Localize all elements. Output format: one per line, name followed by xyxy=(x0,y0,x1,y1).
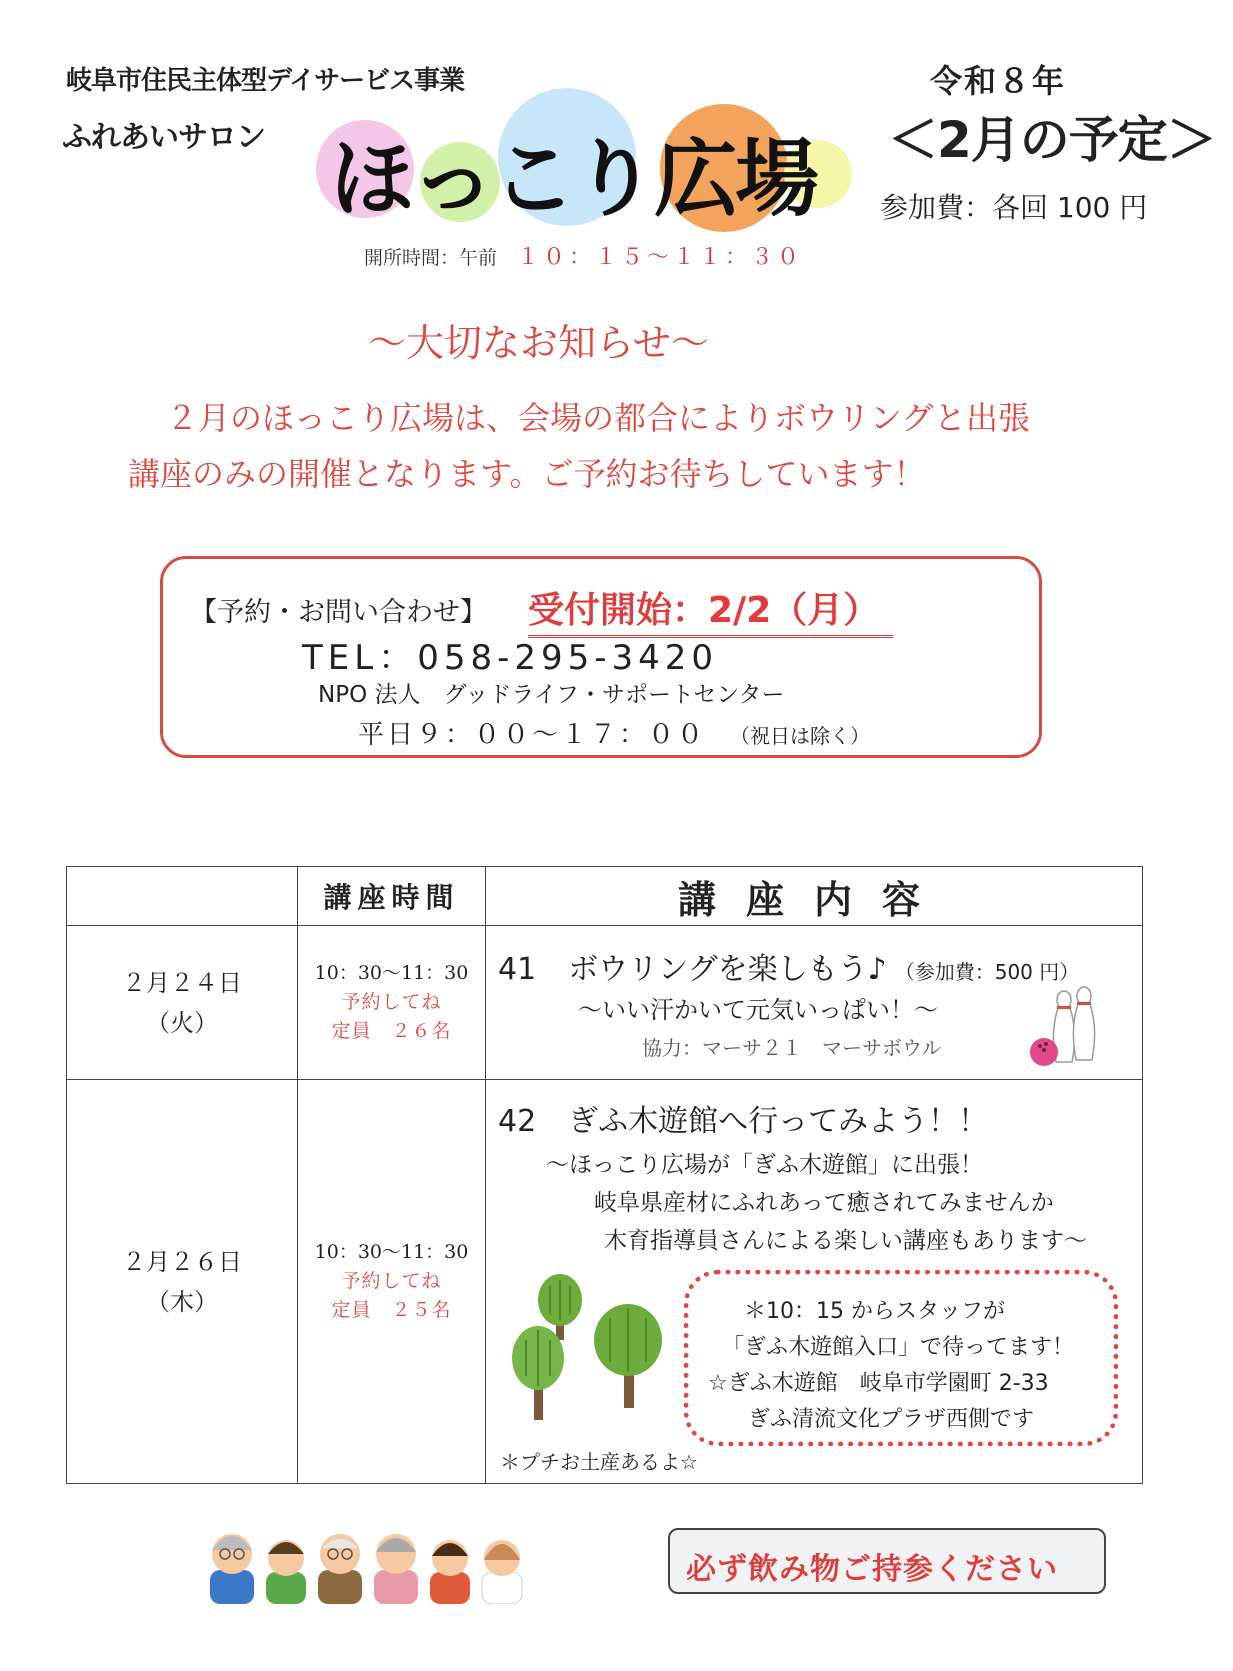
course-41-title xyxy=(498,944,1079,988)
contact-label: 【予約・お問い合わせ】 xyxy=(190,597,487,628)
notice-line-1: ２月のほっこり広場は、会場の都合によりボウリングと出張 xyxy=(166,399,1031,437)
course-41-cooperation: 協力：マーサ２１ マーサボウル xyxy=(642,1036,942,1060)
reserve-text: 予約してね xyxy=(341,1270,442,1292)
time-text: 10：30〜11：30 xyxy=(314,962,469,984)
participation-fee: 参加費：各回 100 円 xyxy=(880,191,1148,224)
course-42-line-2: 岐阜県産材にふれあって癒されてみませんか xyxy=(594,1190,1054,1216)
row-date xyxy=(67,1080,298,1484)
weekday-text: （木） xyxy=(146,1287,218,1316)
capacity-text: 定員 ２５名 xyxy=(331,1299,452,1321)
meeting-info-line-4: ぎふ清流文化プラザ西側です xyxy=(748,1407,1035,1432)
course-number: 42 xyxy=(498,1104,537,1139)
course-title: ボウリングを楽しもう♪ xyxy=(568,952,887,987)
row-content xyxy=(486,926,1143,1080)
boy-icon xyxy=(266,1540,306,1604)
course-fee-note: （参加費：500 円） xyxy=(894,960,1080,984)
contact-organization: NPO 法人 グッドライフ・サポートセンター xyxy=(318,682,785,708)
bowling-pin-icon xyxy=(1053,987,1094,1062)
contact-hours xyxy=(358,714,870,751)
notice-line-2: 講座のみの開催となります。ご予約お待ちしています！ xyxy=(128,455,926,493)
header-blank xyxy=(67,867,298,926)
woman-icon xyxy=(430,1540,470,1604)
course-number: 41 xyxy=(498,952,537,987)
course-42-line-1: 〜ほっこり広場が「ぎふ木遊館」に出張！ xyxy=(546,1152,983,1178)
capacity-text: 定員 ２６名 xyxy=(331,1020,452,1042)
people-illustration xyxy=(204,1524,564,1604)
tree-icon xyxy=(594,1304,662,1408)
meeting-info-line-1: ＊10：15 からスタッフが xyxy=(744,1299,1005,1324)
course-41-subtitle: 〜いい汗かいて元気いっぱい！〜 xyxy=(578,996,938,1024)
elderly-man-glasses-icon xyxy=(318,1534,362,1604)
tree-icon xyxy=(512,1326,564,1420)
header-time: 講座時間 xyxy=(298,867,486,926)
logo-title: ほっこり広場 xyxy=(330,130,817,228)
date-text: ２月２６日 xyxy=(122,1247,242,1276)
girl-icon xyxy=(482,1540,522,1604)
row-time xyxy=(298,1080,486,1484)
era-year: 令和８年 xyxy=(930,62,1067,100)
meeting-info-line-3: ☆ぎふ木遊館 岐阜市学園町 2‐33 xyxy=(708,1371,1049,1396)
course-title: ぎふ木遊館へ行ってみよう！！ xyxy=(568,1104,989,1139)
row-content xyxy=(486,1080,1143,1484)
course-42-title xyxy=(498,1096,988,1140)
opening-hours-label: 開所時間：午前 xyxy=(364,247,498,269)
table-row xyxy=(67,926,1143,1080)
row-time xyxy=(298,926,486,1080)
table-header-row xyxy=(67,867,1143,926)
meeting-info-line-2: 「ぎふ木遊館入口」で待ってます！ xyxy=(722,1335,1075,1360)
contact-phone[interactable]: TEL：058‐295‐3420 xyxy=(302,638,719,678)
time-text: 10：30〜11：30 xyxy=(314,1241,469,1263)
gift-note: ＊プチお土産あるよ☆ xyxy=(500,1450,698,1474)
row-date xyxy=(67,926,298,1080)
organizer-line: 岐阜市住民主体型デイサービス事業 xyxy=(66,66,465,96)
header-content: 講座内容 xyxy=(486,867,1143,926)
notice-body xyxy=(128,390,1088,502)
schedule-table xyxy=(66,866,1143,1484)
bowling-icon xyxy=(1026,982,1116,1072)
contact-hours-note: （祝日は除く） xyxy=(730,724,871,748)
notice-title: 〜大切なお知らせ〜 xyxy=(368,321,709,365)
reserve-text: 予約してね xyxy=(341,991,442,1013)
elderly-woman-icon xyxy=(374,1534,418,1604)
opening-hours xyxy=(364,240,803,271)
date-text: ２月２４日 xyxy=(122,968,242,997)
reservation-start: 受付開始：2/2（月） xyxy=(528,582,893,638)
opening-hours-time: １０：１５〜１１：３０ xyxy=(517,245,804,270)
trees-icon xyxy=(506,1270,686,1440)
month-schedule-title: ＜2月の予定＞ xyxy=(888,111,1216,169)
contact-hours-time: 平日９：００〜１７：００ xyxy=(358,720,707,750)
table-row xyxy=(67,1080,1143,1484)
salon-label: ふれあいサロン xyxy=(62,120,265,155)
elderly-man-icon xyxy=(210,1534,254,1604)
drink-reminder: 必ず飲み物ご持参ください xyxy=(686,1552,1058,1587)
weekday-text: （火） xyxy=(146,1008,218,1037)
course-42-line-3: 木育指導員さんによる楽しい講座もあります〜 xyxy=(604,1228,1087,1254)
